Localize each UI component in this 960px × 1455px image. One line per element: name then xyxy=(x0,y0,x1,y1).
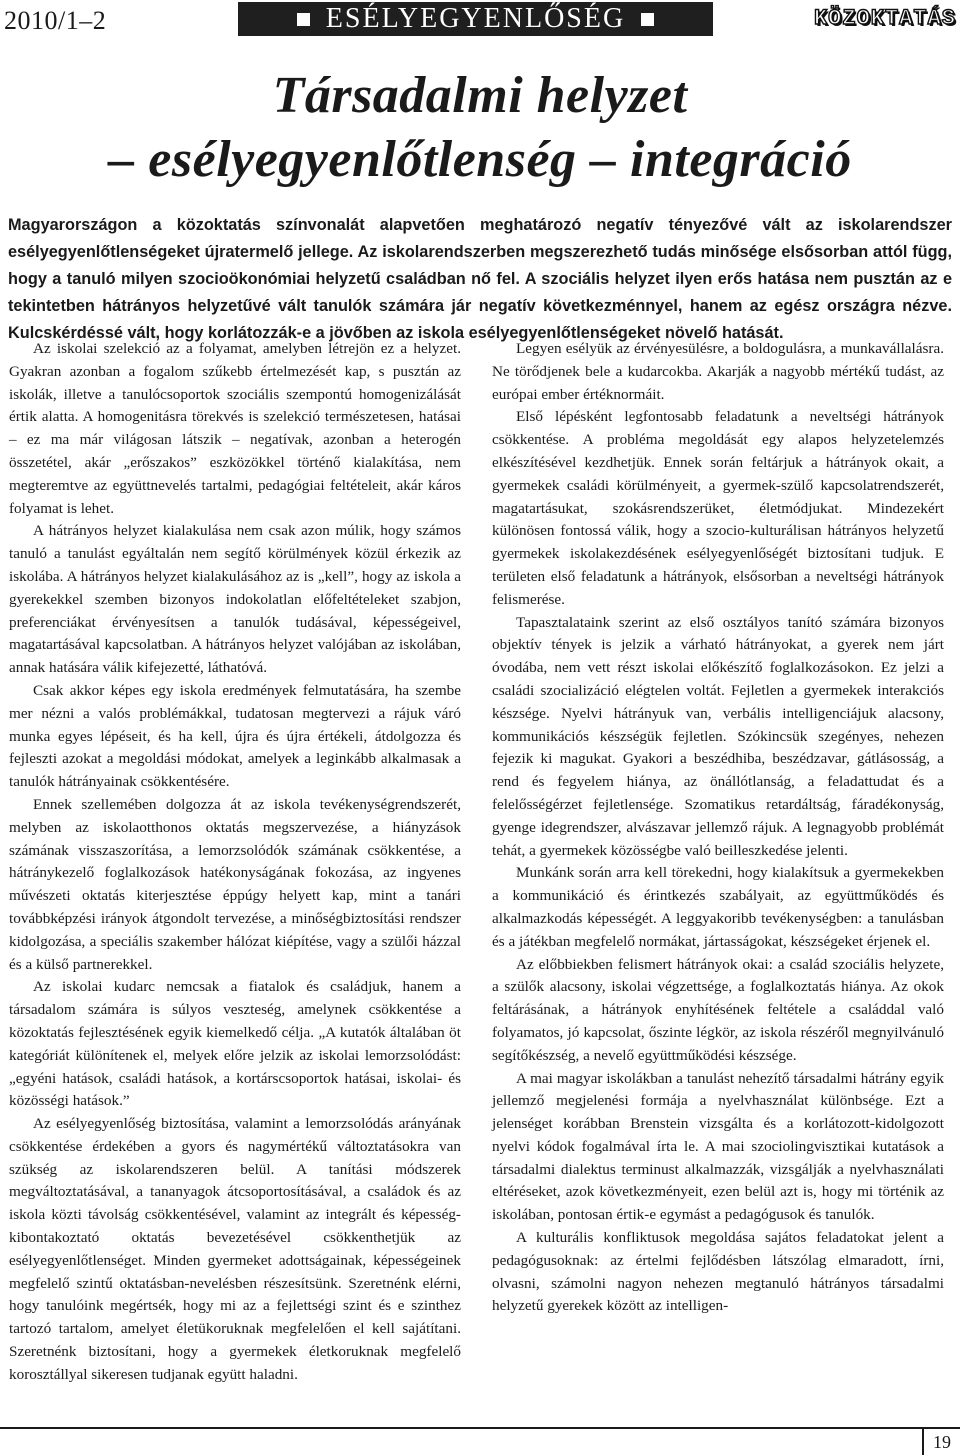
paragraph: Első lépésként legfontosabb feladatunk a neveltségi hátrányok csökkentése. A probléma megoldását egy alapos helyzetelemzés elkészítésével kezdhetjük. Ennek során feltárjuk a hátrányok okait, a gyermekek családi körülményeit, a gyermek-szülő kapcsolatrendszerét, magatartásukat, szokásrendszerüket, életmódjukat. Mindezekért különösen fontossá válik, hogy a szocio-kulturálisan hátrányos helyzetű gyermekek iskolakezdésének esélyegyenlőségét biztosítani tudjuk. E területen első feladatunk a hátrányok, elsősorban a neveltségi hátrányok felismerése. xyxy=(492,408,944,608)
paragraph: Legyen esélyük az érvényesülésre, a boldogulásra, a munkavállalásra. Ne törődjenek bele a kudarcokba. Akarják a nagyobb mértékű tudást, az európai ember értéknormáit. xyxy=(492,340,944,403)
paragraph: Az iskolai szelekció az a folyamat, amelyben létrejön ez a helyzet. Gyakran azonban a fogalom szűkebb értelmezését kap, s pusztán az iskolák, illetve a tanulócsoportok szociális szempontú homogenizálását értik alatta. A homogenitásra törekvés is szelekció természetesen, hatásai – ez ma már világosan látszik – negatívak, azonban a heterogén összetétel, akár „erőszakos” eszközökkel történő kialakítása, nem megteremtve az együttnevelés tartalmi, pedagógiai feltételeit, akár káros folyamat is lehet. xyxy=(9,340,461,517)
paragraph: Ennek szellemében dolgozza át az iskola tevékenységrendszerét, melyben az iskolaotthonos oktatás megszervezése, a hiányzások számának visszaszorítása, a lemorzsolódók számának csökkentése, a hátránykezelő foglalkozások hatékonyságának fokozása, az ingyenes művészeti oktatás kiterjesztése éppúgy helyett kap, mint a tanári továbbképzési irányok átgondolt tervezése, a minőségbiztosítási rendszer kidolgozása, a speciális szakember hálózat kiépítése, vagy a szülői házzal és a külső partnerekkel. xyxy=(9,795,461,973)
paragraph: Tapasztalataink szerint az első osztályos tanító számára bizonyos objektív tények is jelzik a várható hátrányokat, a gyerek nem járt óvodába, nem vett részt iskolai előkészítő foglalkozásokon. Ez jelzi a családi szocializáció elégtelen voltát. Fejletlen a gyermekek interakciós készsége. Nyelvi hátrányuk van, verbális intelligenciájuk alacsony, kommunikációs készségük fejletlen. Szókincsük szegényes, nehezen fejezik ki magukat. Gyakori a beszédhiba, beszédzavar, gátlásosság, a rend és fegyelem hiánya, az önállótlanság, a feladattudat és a felelősségérzet fejletlensége. Szomatikus retardáltság, fáradékonyság, gyenge idegrendszer, alvászavar jellemző rájuk. A legnagyobb problémát tehát, a gyermekek közösségbe való beilleszkedése jelenti. xyxy=(492,613,944,859)
square-bullet-icon xyxy=(297,13,310,26)
page-header xyxy=(0,0,960,40)
section-label: ESÉLYEGYENLŐSÉG xyxy=(325,3,626,34)
paragraph: Az előbbiekben felismert hátrányok okai: a család szociális helyzete, a szülők alacsony, iskolai végzettsége, a foglalkoztatás hiánya. Az okok feltárásának, a hátrányok enyhítésének feltétele a családdal való folyamatos, jó kapcsolat, őszinte légkör, az iskola részéről megnyilvánuló segítőkészség, a nevelő együttműködési készsége. xyxy=(492,955,944,1064)
article-title-line-1: Társadalmi helyzet xyxy=(272,67,688,124)
article-lead: Magyarországon a közoktatás színvonalát alapvetően meghatározó negatív tényezővé vált az iskolarendszer esélyegyenlőtlenségeket újratermelő jellege. Az iskolarendszerben megszerezhető tudás minősége elsősorban attól függ, hogy a tanuló milyen szocioökonómiai helyzetű családban nő fel. A szociális helyzet ilyen erős hatása nem pusztán az e tekintetben hátrányos helyzetűvé vált tanulók számára jár negatív következménnyel, hanem az egész országra nézve. Kulcskérdéssé vált, hogy korlátozzák-e a jövőben az iskola esélyegyenlőtlenségeket növelő hatását. xyxy=(8,216,952,342)
paragraph: Az iskolai kudarc nemcsak a fiatalok és családjuk, hanem a társadalom számára is súlyos veszteség, amelynek csökkentése a közoktatás fejlesztésének egyik kiemelkedő célja. „A kutatók általában öt kategóriát különítenek el, melyek előre jelzik az iskolai lemorzsolódást: „egyéni hatások, családi hatások, a kortárscsoportok hatásai, iskolai- és közösségi hatások.” xyxy=(9,978,461,1110)
square-bullet-icon xyxy=(641,13,654,26)
paragraph: A mai magyar iskolákban a tanulást nehezítő társadalmi hátrány egyik jellemző megjelenési formája a nyelvhasználat különbsége. Ezt a jelenséget korábban Brenstein vizsgálta és a korlátozott-kidolgozott nyelvi kódok fogalmával írta le. A mai szociolingvisztikai kutatások a társadalmi dialektus terminust alkalmazzák, vizsgálják a nyelvhasználati eltéréseket, azok következményeit, ezen belül azt is, hogy mi történik az iskolában, pontosan értik-e egymást a pedagógusok és tanulók. xyxy=(492,1069,944,1224)
issue-number: 2010/1–2 xyxy=(4,6,107,35)
left-column xyxy=(9,338,461,1387)
paragraph: A hátrányos helyzet kialakulása nem csak azon múlik, hogy számos tanuló a tanulást egyáltalán nem segítő körülmények közül érkezik az iskolába. A hátrányos helyzet kialakulásához az is „kell”, hogy az iskola a gyerekekkel szemben bizonyos indokolatlan előfeltételeket szabjon, preferenciákat érvényesítsen a tanulók tudásával, képességeivel, magatartásával kapcsolatban. A hátrányos helyzet valójában az iskolában, annak hatására válik kifejezetté, láthatóvá. xyxy=(9,522,461,677)
paragraph: Csak akkor képes egy iskola eredmények felmutatására, ha szembe mer nézni a valós problémákkal, tudatosan megtervezi a rájuk váró munka egyes lépéseit, és ha kell, újra és újra értékeli, átdolgozza és fejleszti azokat a megoldási módokat, amelyek a leginkább alkalmasak a tanulók hátrányainak csökkentésére. xyxy=(9,681,461,791)
footer-rule xyxy=(0,1427,960,1429)
section-banner xyxy=(238,2,713,36)
article-title-line-2: – esélyegyenlőtlenség – integráció xyxy=(108,131,852,188)
publication-logo: KÖZOKTATÁS xyxy=(813,6,956,31)
paragraph: Munkánk során arra kell törekedni, hogy kialakítsuk a gyermekekben a kommunikáció és érintkezés szabályait, az együttműködés és alkalmazkodás képességét. A leggyakoribb tevékenységben: a tanulásban és a játékban megfelelő normákat, jártasságokat, készségeket érjenek el. xyxy=(492,864,944,950)
right-column xyxy=(492,338,944,1318)
article-title xyxy=(0,64,960,192)
page-number: 19 xyxy=(922,1429,960,1455)
paragraph: Az esélyegyenlőség biztosítása, valamint a lemorzsolódás arányának csökkentése érdekében a gyors és nagymértékű változtatásokra van szükség az iskolarendszeren belül. A tanítási módszerek megváltoztatásával, a tananyagok átcsoportosításával, a családok és az iskola közti távolság csökkentésével, valamint az integrált és képesség-kibontakoztató oktatás bevezetésével csökkenthetjük az esélyegyenlőtlenséget. Minden gyermeket adottságainak, képességeinek megfelelő szintű oktatásban-nevelésben részesítsünk. Szeretnénk elérni, hogy tanulóink megértsék, hogy mi az a fejlettségi szint és e szinthez tartozó tartalom, amelyet életükoruknak megfelelően el kell sajátítani. Szeretnénk biztosítani, hogy a gyermekek életkoruknak megfelelő korosztállyal sikeresen tudjanak együtt haladni. xyxy=(9,1115,461,1383)
paragraph: A kulturális konfliktusok megoldása sajátos feladatokat jelent a pedagógusoknak: az értelmi fejlődésben látszólag elmaradott, írni, olvasni, számolni nagyon nehezen megtanuló hátrányos társadalmi helyzetű gyerekek között az intelligen- xyxy=(492,1229,944,1315)
